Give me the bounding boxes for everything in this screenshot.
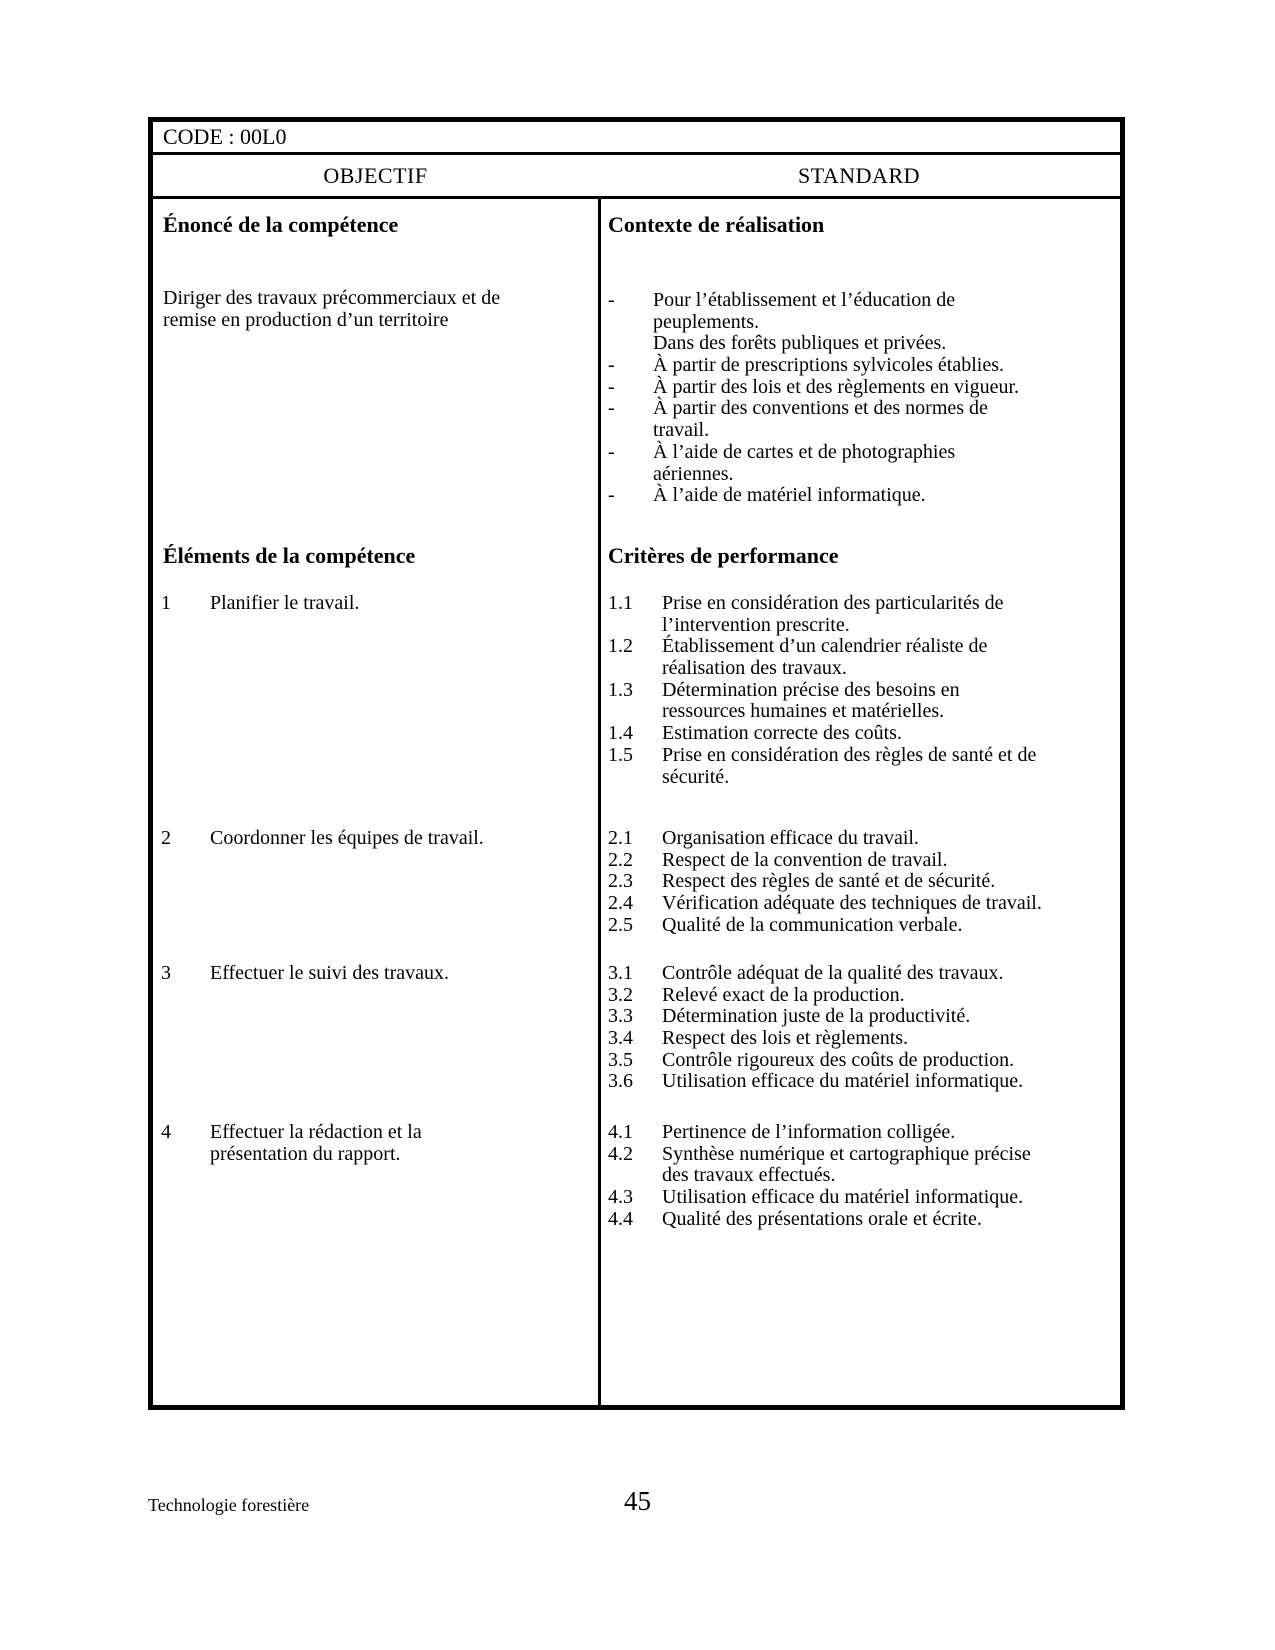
criteria-number: 2.1 bbox=[608, 827, 633, 849]
element-text: Coordonner les équipes de travail. bbox=[210, 827, 484, 849]
criteria-line bbox=[608, 1006, 1023, 1028]
criteria-text: Détermination précise des besoins en bbox=[662, 678, 960, 701]
bullet-dash bbox=[608, 464, 653, 486]
criteria-text: Organisation efficace du travail. bbox=[662, 827, 919, 849]
criteria-line bbox=[608, 1187, 1031, 1209]
criteria-text: Respect des règles de santé et de sécurité. bbox=[662, 870, 996, 893]
criteria-text: Estimation correcte des coûts. bbox=[662, 722, 902, 745]
page-number: 45 bbox=[624, 1486, 651, 1516]
contexte-list-item bbox=[608, 398, 1019, 420]
standard-column-header: STANDARD bbox=[797, 163, 921, 188]
criteria-text: Synthèse numérique et cartographique précise bbox=[662, 1142, 1031, 1165]
criteria-text: Contrôle adéquat de la qualité des travaux. bbox=[662, 962, 1004, 984]
criteria-line bbox=[608, 963, 1023, 985]
elements-title: Éléments de la compétence bbox=[163, 543, 416, 568]
contexte-list-item bbox=[608, 333, 1019, 355]
criteria-line bbox=[608, 1209, 1031, 1231]
element-number: 4 bbox=[161, 1121, 171, 1143]
criteria-line bbox=[608, 915, 1042, 937]
contexte-item-text: aériennes. bbox=[653, 462, 734, 485]
criteria-number: 4.1 bbox=[608, 1121, 633, 1143]
element-1 bbox=[161, 593, 359, 615]
criteria-number: 3.6 bbox=[608, 1070, 633, 1093]
criteria-line bbox=[608, 615, 1036, 637]
criteria-line bbox=[608, 1165, 1031, 1187]
criteria-line bbox=[608, 767, 1036, 789]
criteria-text: Utilisation efficace du matériel informatique. bbox=[662, 1070, 1024, 1093]
criteria-line bbox=[608, 1144, 1031, 1166]
code-row bbox=[153, 122, 1120, 155]
column-divider bbox=[598, 199, 601, 1405]
contexte-item-text: travail. bbox=[653, 419, 710, 442]
criteria-number: 2.5 bbox=[608, 913, 633, 936]
bullet-dash: - bbox=[608, 289, 615, 311]
contexte-item-text: Pour l’établissement et l’éducation de bbox=[653, 289, 956, 311]
criteria-number: 3.3 bbox=[608, 1005, 633, 1028]
contexte-item-text: À l’aide de cartes et de photographies bbox=[653, 440, 956, 463]
criteria-line bbox=[608, 636, 1036, 658]
criteria-text: réalisation des travaux. bbox=[662, 657, 847, 680]
column-headers-row bbox=[153, 155, 1120, 199]
criteria-text: l’intervention prescrite. bbox=[662, 613, 850, 636]
contexte-list-item bbox=[608, 420, 1019, 442]
element-line bbox=[161, 1144, 422, 1166]
criteria-number: 3.2 bbox=[608, 983, 633, 1006]
criteria-number bbox=[608, 615, 662, 637]
criteria-text: Établissement d’un calendrier réaliste de bbox=[662, 635, 988, 658]
criteria-line bbox=[608, 658, 1036, 680]
criteria-number: 2.4 bbox=[608, 892, 633, 915]
contexte-list-item bbox=[608, 377, 1019, 399]
criteria-line bbox=[608, 1122, 1031, 1144]
criteria-text: Utilisation efficace du matériel informatique. bbox=[662, 1186, 1024, 1209]
contexte-item-text: À partir de prescriptions sylvicoles établies. bbox=[653, 354, 1005, 377]
contexte-list-item bbox=[608, 290, 1019, 312]
element-4 bbox=[161, 1122, 422, 1165]
competency-table bbox=[148, 117, 1125, 1410]
contexte-item-text: peuplements. bbox=[653, 310, 760, 333]
criteria-number: 2.3 bbox=[608, 870, 633, 893]
criteria-line bbox=[608, 680, 1036, 702]
contexte-list-item bbox=[608, 312, 1019, 334]
bullet-dash: - bbox=[608, 484, 615, 507]
contexte-list-item bbox=[608, 355, 1019, 377]
criteria-line bbox=[608, 1071, 1023, 1093]
criteria-number: 3.4 bbox=[608, 1027, 633, 1050]
criteria-number bbox=[608, 767, 662, 789]
contexte-list-item bbox=[608, 485, 1019, 507]
criteria-text: ressources humaines et matérielles. bbox=[662, 700, 945, 723]
element-number: 2 bbox=[161, 827, 171, 849]
criteria-line bbox=[608, 593, 1036, 615]
element-number: 1 bbox=[161, 592, 171, 614]
criteria-text: Respect des lois et règlements. bbox=[662, 1027, 909, 1050]
criteria-line bbox=[608, 893, 1042, 915]
criteria-line bbox=[608, 723, 1036, 745]
criteria-1 bbox=[608, 593, 1036, 788]
criteria-4 bbox=[608, 1122, 1031, 1230]
criteria-line bbox=[608, 985, 1023, 1007]
criteria-number bbox=[608, 1165, 662, 1187]
criteria-text: Relevé exact de la production. bbox=[662, 983, 905, 1006]
objectif-column-header: OBJECTIF bbox=[323, 163, 428, 188]
criteria-number: 1.5 bbox=[608, 743, 633, 766]
element-line bbox=[161, 1122, 422, 1144]
contexte-item-text: À partir des conventions et des normes de bbox=[653, 397, 988, 420]
bullet-dash: - bbox=[608, 397, 615, 420]
criteria-number: 2.2 bbox=[608, 848, 633, 871]
element-text: Effectuer le suivi des travaux. bbox=[210, 962, 449, 984]
bullet-dash: - bbox=[608, 375, 615, 398]
criteria-line bbox=[608, 1050, 1023, 1072]
criteria-3 bbox=[608, 963, 1023, 1093]
element-line bbox=[161, 828, 484, 850]
criteria-number: 4.2 bbox=[608, 1142, 633, 1165]
criteria-text: Vérification adéquate des techniques de travail. bbox=[662, 892, 1042, 915]
contexte-item-text: À l’aide de matériel informatique. bbox=[653, 484, 926, 507]
bullet-dash: - bbox=[608, 440, 615, 463]
criteria-number: 3.1 bbox=[608, 962, 633, 984]
element-text: présentation du rapport. bbox=[210, 1142, 401, 1165]
criteria-number: 1.3 bbox=[608, 678, 633, 701]
enonce-line: remise en production d’un territoire bbox=[163, 308, 449, 331]
criteres-title: Critères de performance bbox=[608, 543, 839, 568]
bullet-dash: - bbox=[608, 354, 615, 377]
criteria-number bbox=[608, 658, 662, 680]
criteria-number: 1.4 bbox=[608, 722, 633, 745]
element-number bbox=[161, 1144, 210, 1166]
contexte-item-text: Dans des forêts publiques et privées. bbox=[653, 332, 947, 355]
enonce-title: Énoncé de la compétence bbox=[163, 212, 399, 237]
criteria-number: 4.3 bbox=[608, 1186, 633, 1209]
criteria-number: 4.4 bbox=[608, 1207, 633, 1230]
code-label: CODE : 00L0 bbox=[163, 124, 287, 149]
criteria-text: Pertinence de l’information colligée. bbox=[662, 1121, 956, 1143]
criteria-line bbox=[608, 850, 1042, 872]
criteria-line bbox=[608, 871, 1042, 893]
criteria-number: 1.1 bbox=[608, 592, 633, 614]
criteria-line bbox=[608, 701, 1036, 723]
criteria-text: Prise en considération des règles de santé et de bbox=[662, 743, 1037, 766]
enonce-line: Diriger des travaux précommerciaux et de bbox=[163, 287, 501, 309]
criteria-text: Contrôle rigoureux des coûts de production. bbox=[662, 1048, 1015, 1071]
footer-document-title: Technologie forestière bbox=[148, 1495, 310, 1515]
bullet-dash bbox=[608, 333, 653, 355]
element-2 bbox=[161, 828, 484, 850]
criteria-text: Prise en considération des particularités de bbox=[662, 592, 1004, 614]
criteria-number: 3.5 bbox=[608, 1048, 633, 1071]
criteria-text: sécurité. bbox=[662, 765, 730, 788]
bullet-dash bbox=[608, 312, 653, 334]
criteria-line bbox=[608, 828, 1042, 850]
contexte-list-item bbox=[608, 442, 1019, 464]
contexte-title: Contexte de réalisation bbox=[608, 212, 825, 237]
bullet-dash bbox=[608, 420, 653, 442]
criteria-2 bbox=[608, 828, 1042, 936]
element-3 bbox=[161, 963, 449, 985]
contexte-list bbox=[608, 290, 1019, 507]
element-text: Effectuer la rédaction et la bbox=[210, 1121, 422, 1143]
criteria-text: Qualité de la communication verbale. bbox=[662, 913, 963, 936]
element-line bbox=[161, 593, 359, 615]
element-line bbox=[161, 963, 449, 985]
criteria-text: Qualité des présentations orale et écrite. bbox=[662, 1207, 982, 1230]
table-body bbox=[153, 199, 1120, 1405]
element-text: Planifier le travail. bbox=[210, 592, 360, 614]
criteria-text: Détermination juste de la productivité. bbox=[662, 1005, 971, 1028]
criteria-text: Respect de la convention de travail. bbox=[662, 848, 948, 871]
criteria-number bbox=[608, 701, 662, 723]
criteria-number: 1.2 bbox=[608, 635, 633, 658]
criteria-line bbox=[608, 745, 1036, 767]
element-number: 3 bbox=[161, 962, 171, 984]
contexte-item-text: À partir des lois et des règlements en vigueur. bbox=[653, 375, 1020, 398]
criteria-line bbox=[608, 1028, 1023, 1050]
criteria-text: des travaux effectués. bbox=[662, 1164, 836, 1187]
enonce-body bbox=[163, 288, 500, 331]
contexte-list-item bbox=[608, 464, 1019, 486]
